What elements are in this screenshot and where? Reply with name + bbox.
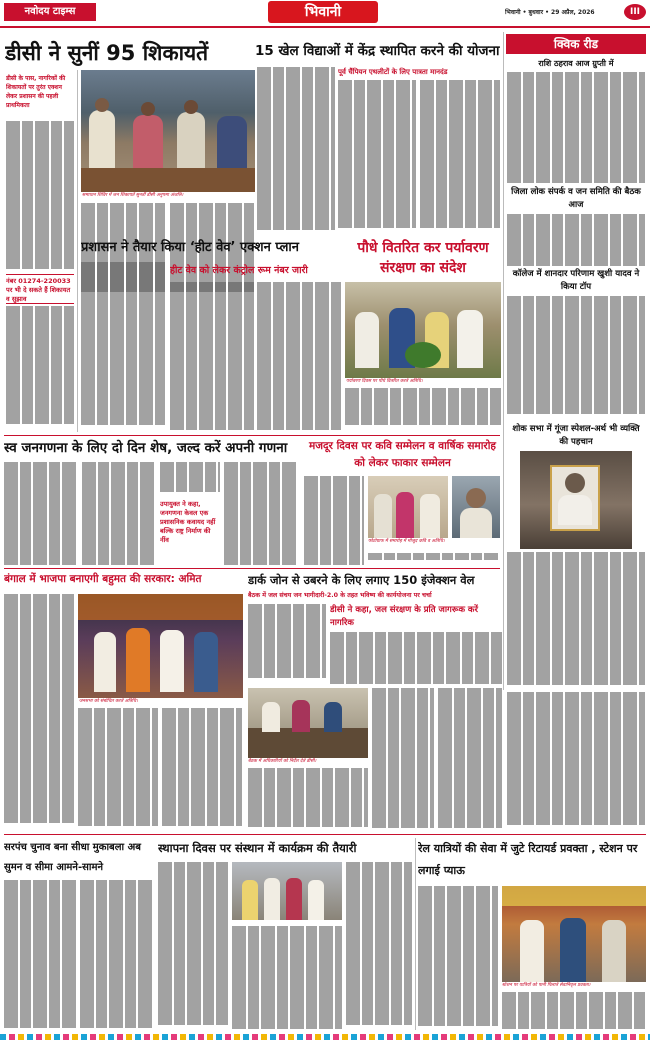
caption-c6: स्टेशन पर यात्रियों को पानी पिलाते सेवानिवृत्त प्रवक्ता।	[502, 983, 591, 988]
quick-read-item3-head: कॉलेज में शानदार परिणाम खुशी यादव ने किया टॉप	[512, 269, 640, 292]
quick-read-item3-body	[507, 296, 645, 421]
date-line: भिवानी • बुधवार • 29 अप्रैल, 2026	[505, 9, 595, 16]
body-s9b	[80, 880, 152, 1030]
body-s8d	[438, 688, 502, 830]
headline-s10: स्थापना दिवस पर संस्थान में कार्यक्रम की तैयारी	[158, 841, 357, 855]
headline-s4: पौधे वितरित कर पर्यावरण संरक्षण का संदेश	[357, 240, 489, 276]
paper-logo: नवोदय टाइम्स	[4, 3, 96, 21]
caption-c4: जनसभा को संबोधित करते अतिथि।	[79, 699, 138, 704]
photo-foundation-day	[232, 862, 342, 920]
city-banner: भिवानी	[268, 1, 378, 23]
headline-s6: मजदूर दिवस पर कवि सम्मेलन व वार्षिक समारोह को लेकर फाकार सम्मेलन	[308, 440, 497, 469]
body-s3c	[257, 282, 341, 432]
body-s1b	[6, 306, 74, 431]
masthead	[0, 0, 650, 28]
photo-poet-portrait	[452, 476, 500, 538]
body-s5b	[82, 462, 156, 566]
body-s2a	[257, 67, 335, 235]
body-s3b	[170, 282, 254, 432]
body-s10a	[158, 862, 228, 1030]
footer-decor-bar	[0, 1034, 650, 1040]
photo-rally	[78, 594, 243, 698]
body-s8e	[248, 768, 368, 830]
quote-s5: उपायुक्त ने कहा, जनगणना केवल एक प्रशासनिक कवायद नहीं बल्कि राष्ट्र निर्माण की नींव	[160, 500, 216, 544]
headline-s1: डीसी ने सुनीं 95 शिकायतें	[5, 41, 209, 65]
headline-s3: प्रशासन ने तैयार किया ‘हीट वेव’ एक्शन प्लान	[81, 240, 300, 255]
body-right-lower	[507, 692, 645, 830]
headline-s9: सरपंच चुनाव बना सीधा मुकाबला अब सुमन व सीमा आमने-सामने	[4, 842, 141, 873]
quick-read-item2-body	[507, 214, 645, 266]
body-s8c	[372, 688, 434, 830]
body-s2b	[338, 80, 416, 235]
caption-c1: समाधान शिविर में जन शिकायतें सुनतीं डीसी अनुपमा अंजलि।	[82, 193, 184, 198]
body-s3a	[81, 262, 165, 432]
body-s2c	[420, 80, 500, 235]
caption-c5: बैठक में अधिकारियों को निर्देश देते डीसी।	[248, 759, 317, 764]
body-s7a	[4, 594, 74, 830]
headline-s5: स्व जनगणना के लिए दो दिन शेष, जल्द करें अपनी गणना	[4, 440, 288, 456]
headline-s2: 15 खेल विद्याओं में केंद्र स्थापित करने की योजना	[255, 43, 500, 59]
subhead-s1: डीसी के पास, नागरिकों की शिकायतों पर तुरंत एक्शन लेकर प्रशासन की पहली प्राथमिकता	[6, 75, 66, 109]
body-s9a	[4, 880, 76, 1030]
headline-s7: बंगाल में भाजपा बनाएगी बहुमत की सरकार: अमित	[4, 573, 202, 585]
headline-s11: रेल यात्रियों की सेवा में जुटे रिटायर्ड प्रवक्ता , स्टेशन पर लगाई प्याऊ	[418, 842, 638, 877]
quick-read-banner: क्विक रीड	[506, 34, 646, 54]
quick-read-item1-body	[507, 72, 645, 184]
subhead-s3: हीट वेव को लेकर कंट्रोल रूम नंबर जारी	[170, 265, 308, 276]
body-s6a	[304, 476, 364, 566]
body-s5c	[160, 462, 220, 498]
body-s4	[345, 388, 501, 432]
body-s11b	[502, 992, 646, 1030]
photo-meeting	[248, 688, 368, 758]
subhead-s8: बैठक में जल संचय जन भागीदारी-2.0 के तहत भविष्य की कार्ययोजना पर चर्चा	[248, 592, 432, 599]
quick-read-item2-head: जिला लोक संपर्क व जन समिति की बैठक आज	[511, 187, 641, 210]
headline-s8: डार्क जोन से उबरने के लिए लगाए 150 इंजेक्शन वेल	[248, 573, 475, 587]
body-s8b	[330, 632, 502, 684]
body-s1a	[6, 121, 74, 271]
body-s5a	[4, 462, 78, 566]
photo-railway-stall	[502, 886, 646, 982]
body-s7b	[78, 708, 158, 830]
body-s8a	[248, 604, 326, 684]
photo-condolence	[520, 451, 632, 549]
body-s10c	[346, 862, 412, 1030]
quick-read-item4-head: शोक सभा में गूंजा स्पेशल-अर्थ भी व्यक्ति की पहचान	[512, 424, 640, 447]
highlight-s8: डीसी ने कहा, जल संरक्षण के प्रति जागरूक करें नागरिक	[330, 605, 478, 628]
body-s10b	[232, 926, 342, 1030]
photo-dc-hearing	[81, 70, 255, 192]
subhead-s2: पूर्व चैंपियन एथलीटों के लिए पात्रता मानदंड	[338, 68, 448, 76]
body-s5d	[224, 462, 298, 566]
caption-c3: फोटोग्राफ में समारोह में मौजूद कवि व अतिथि।	[368, 539, 445, 544]
photo-poets	[368, 476, 448, 538]
quick-read-item4-body	[507, 552, 645, 690]
body-s7c	[162, 708, 242, 830]
body-s6b	[368, 553, 500, 566]
quick-read-item1-head: राशि ठहराव आज ग्रुप्ती में	[538, 59, 614, 68]
caption-c2: पर्यावरण दिवस पर पौधे वितरित करते अतिथि।	[346, 379, 423, 384]
body-s11a	[418, 886, 498, 1030]
helpline-box: नंबर 01274-220033 पर भी दे सकते हैं शिकायत व सुझाव	[6, 274, 74, 304]
photo-saplings	[345, 282, 501, 378]
page-number: III	[624, 4, 646, 20]
